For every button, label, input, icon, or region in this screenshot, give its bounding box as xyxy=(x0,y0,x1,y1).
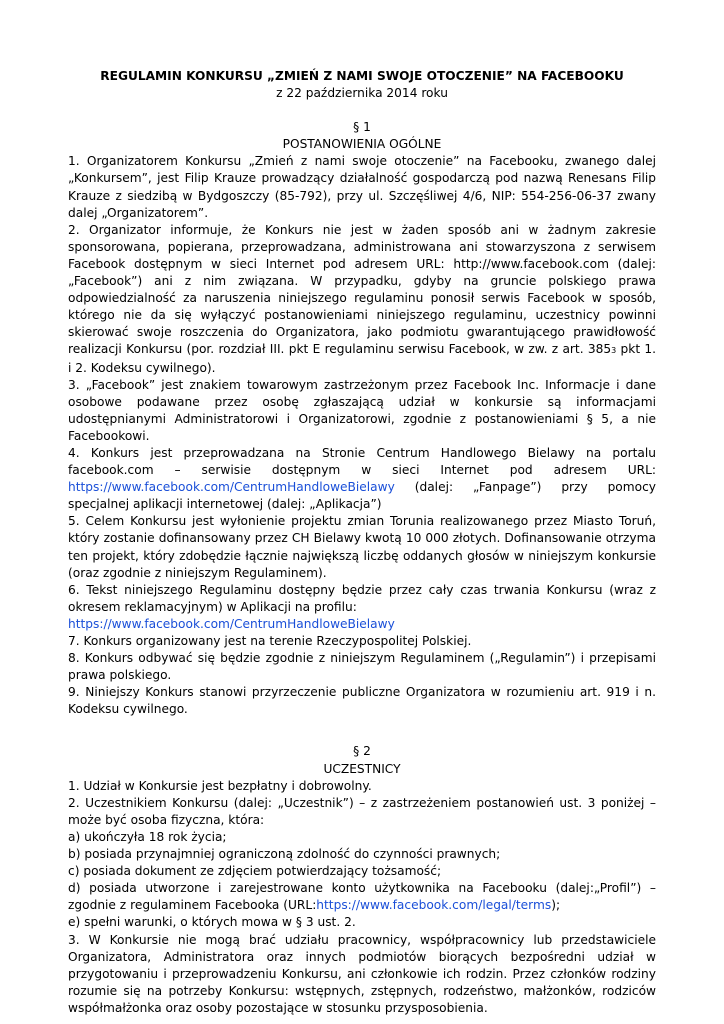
section-1-paragraph-5: 5. Celem Konkursu jest wyłonienie projektu zmian Torunia realizowanego przez Miasto Toruń, który zostanie dofinansowany przez CH Bielawy kwotą 10 000 złotych. Dofinansowanie otrzyma ten projekt, który zdobędzie łącznie największą liczbę oddanych głosów w niniejszym konkursie (oraz zgodnie z niniejszym Regulaminem). xyxy=(68,514,656,580)
section-2-item-b: b) posiada przynajmniej ograniczoną zdolność do czynności prawnych; xyxy=(68,847,501,862)
section-1-paragraph-4-text: 4. Konkurs jest przeprowadzana na Stronie Centrum Handlowego Bielawy na portalu facebook.com – serwisie dostępnym w sieci Internet pod adresem URL: xyxy=(68,445,656,478)
facebook-terms-link[interactable]: https://www.facebook.com/legal/terms xyxy=(316,898,552,913)
section-1-number: § 1 xyxy=(353,120,371,135)
section-1-paragraph-2-text: 2. Organizator informuje, że Konkurs nie jest w żaden sposób ani w żadnym zakresie sponsorowana, popierana, przeprowadzana, administrowana ani stowarzyszona z serwisem Facebook dostępnym w sieci Internet pod adresem URL: http://www.facebook.com (dalej: „Facebook”) ani z nim związana. W przypadku, gdyby na gruncie polskiego prawa odpowiedzialność za naruszenia niniejszego regulaminu ponosił serwis Facebook w sposób, którego nie da się wyłączyć postanowieniami niniejszego regulaminu, uczestnicy powinni skierować swoje roszczenia do Organizatora, jako podmiotu gwarantującego prawidłowość realizacji Konkursu (por. rozdział III. pkt E regulaminu serwisu Facebook, w zw. z art. 385 xyxy=(68,222,656,357)
section-2-paragraph-1: 1. Udział w Konkursie jest bezpłatny i dobrowolny. xyxy=(68,778,372,793)
bielawy-fanpage-link[interactable]: https://www.facebook.com/CentrumHandloweBielawy xyxy=(68,480,395,495)
section-2-item-d-text: d) posiada utworzone i zarejestrowane konto użytkownika na Facebooku (dalej:„Profil”) – zgodnie z regulaminem Facebooka (URL: xyxy=(68,881,656,913)
section-1-paragraph-2-end: pkt 1. i 2. Kodeksu cywilnego). xyxy=(68,342,657,375)
section-1-paragraph-2-subscript: 3 xyxy=(611,346,617,356)
section-1-paragraph-8: 8. Konkurs odbywać się będzie zgodnie z niniejszym Regulaminem („Regulamin”) i przepisami prawa polskiego. xyxy=(68,651,656,683)
section-2-item-c: c) posiada dokument ze zdjęciem potwierdzający tożsamość; xyxy=(68,864,442,879)
section-1-paragraph-9: 9. Niniejszy Konkurs stanowi przyrzeczenie publiczne Organizatora w rozumieniu art. 919 i n. Kodeksu cywilnego. xyxy=(68,685,656,717)
section-1-paragraph-3: 3. „Facebook” jest znakiem towarowym zastrzeżonym przez Facebook Inc. Informacje i dane osobowe podawane przez osobę zgłaszającą udział w konkursie są informacjami udostępnianymi Administratorowi i Organizatorowi, zgodnie z postanowieniami § 5, a nie Facebookowi. xyxy=(68,377,656,443)
document-date: z 22 października 2014 roku xyxy=(276,86,448,101)
section-2-heading: UCZESTNICY xyxy=(323,761,401,776)
section-1-paragraph-7: 7. Konkurs organizowany jest na terenie Rzeczypospolitej Polskiej. xyxy=(68,634,472,648)
document-title: REGULAMIN KONKURSU „ZMIEŃ Z NAMI SWOJE OTOCZENIE” NA FACEBOOKU xyxy=(100,69,624,83)
section-1-paragraph-4 xyxy=(68,445,656,513)
section-1-heading: POSTANOWIENIA OGÓLNE xyxy=(282,137,442,152)
section-1-paragraph-2 xyxy=(68,222,656,377)
section-2-paragraph-3: 3. W Konkursie nie mogą brać udziału pracownicy, współpracownicy lub przedstawiciele Organizatora, Administratora oraz innych podmiotów biorących bezpośredni udział w przygotowaniu i przeprowadzeniu Konkursu, ani członkowie ich rodzin. Przez członków rodziny rozumie się na potrzeby Konkursu: wstępnych, zstępnych, rodzeństwo, małżonków, rodziców współmałżonka oraz osoby pozostające w stosunku przysposobienia. xyxy=(68,932,656,1015)
section-2-item-d xyxy=(68,880,656,914)
section-1-paragraph-6: 6. Tekst niniejszego Regulaminu dostępny będzie przez cały czas trwania Konkursu (wraz z okresem reklamacyjnym) w Aplikacji na profilu: xyxy=(68,582,656,614)
section-2-item-a: a) ukończyła 18 rok życia; xyxy=(68,829,227,844)
section-1-paragraph-1: 1. Organizatorem Konkursu „Zmień z nami swoje otoczenie” na Facebooku, zwanego dalej „Konkursem”, jest Filip Krauze prowadzący działalność gospodarczą pod nazwą Renesans Filip Krauze z siedzibą w Bydgoszczy (85-792), przy ul. Szczęśliwej 4/6, NIP: 554-256-06-37 zwany dalej „Organizatorem”. xyxy=(68,154,656,220)
document-page xyxy=(68,68,656,1017)
bielawy-profile-link[interactable]: https://www.facebook.com/CentrumHandloweBielawy xyxy=(68,616,395,631)
section-2-paragraph-2: 2. Uczestnikiem Konkursu (dalej: „Uczestnik”) – z zastrzeżeniem postanowień ust. 3 poniżej –może być osoba fizyczna, która: xyxy=(68,795,656,827)
section-2-item-d-end: ); xyxy=(551,898,561,913)
section-1-paragraph-4-end: (dalej: „Fanpage”) przy pomocy specjalnej aplikacji internetowej (dalej: „Aplikacja”) xyxy=(68,480,656,512)
section-2-number: § 2 xyxy=(353,744,371,759)
section-2-item-e: e) spełni warunki, o których mowa w § 3 ust. 2. xyxy=(68,915,356,930)
